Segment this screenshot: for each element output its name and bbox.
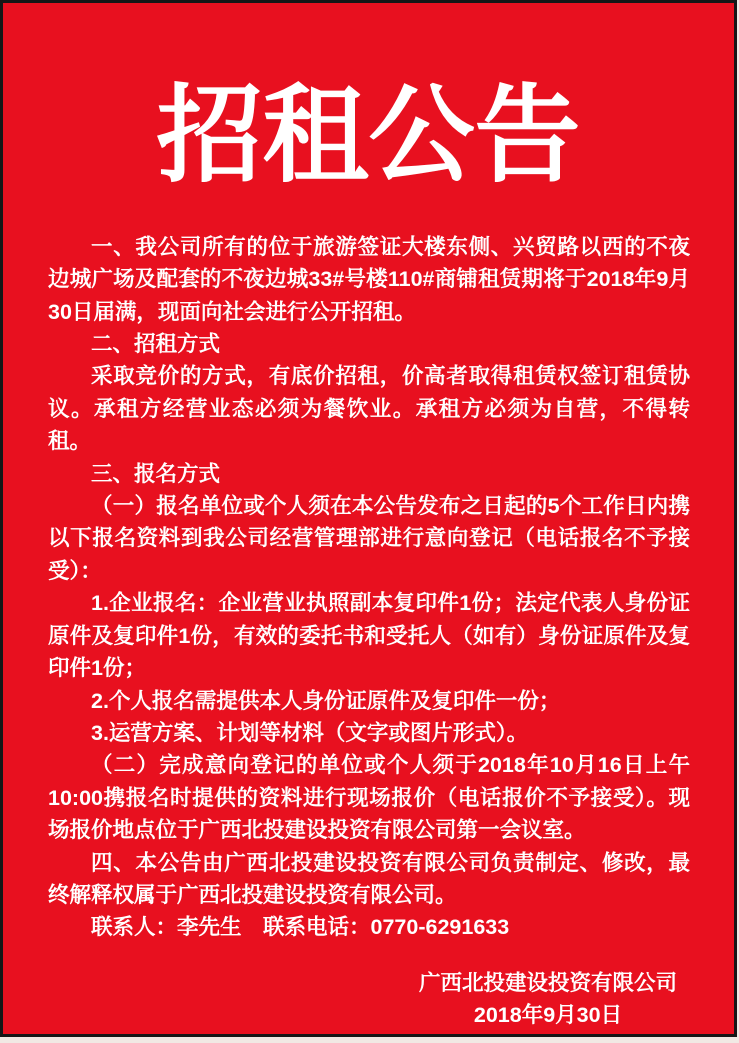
paragraph-onsite-bidding: （二）完成意向登记的单位或个人须于2018年10月16日上午10:00携报名时提供的资料进行现场报价（电话报价不予接受）。现场报价地点位于广西北投建设投资有限公司第一会议室。: [48, 753, 690, 843]
signature-company: 广西北投建设投资有限公司: [418, 970, 677, 995]
signature-block: [419, 967, 677, 1032]
paragraph-operation-plan: 3.运营方案、计划等材料（文字或图片形式）。: [91, 720, 529, 745]
heading-registration-method: 三、报名方式: [91, 461, 221, 486]
poster-title: 招租公告: [156, 78, 581, 195]
paragraph-intro: 一、我公司所有的位于旅游签证大楼东侧、兴贸路以西的不夜边城广场及配套的不夜边城33#号楼110#商铺租赁期将于2018年9月30日届满，现面向社会进行公开招租。: [48, 234, 690, 324]
paragraph-registration-requirements: （一）报名单位或个人须在本公告发布之日起的5个工作日内携以下报名资料到我公司经营管理部进行意向登记（电话报名不予接受）：: [48, 494, 690, 583]
signature-date: 2018年9月30日: [473, 1003, 623, 1028]
paragraph-interpretation-rights: 四、本公告由广西北投建设投资有限公司负责制定、修改，最终解释权属于广西北投建设投资有限公司。: [48, 850, 690, 907]
paragraph-individual-materials: 2.个人报名需提供本人身份证原件及复印件一份；: [91, 688, 561, 713]
heading-rental-method: 二、招租方式: [91, 332, 221, 357]
contact-line: 联系人：李先生 联系电话：0770-6291633: [91, 915, 510, 940]
paragraph-rental-method: 采取竞价的方式，有底价招租，价高者取得租赁权签订租赁协议。承租方经营业态必须为餐饮业。承租方必须为自营，不得转租。: [48, 364, 690, 454]
poster-body: [3, 231, 734, 944]
paragraph-enterprise-materials: 1.企业报名：企业营业执照副本复印件1份；法定代表人身份证原件及复印件1份，有效的委托书和受托人（如有）身份证原件及复印件1份；: [48, 591, 690, 681]
